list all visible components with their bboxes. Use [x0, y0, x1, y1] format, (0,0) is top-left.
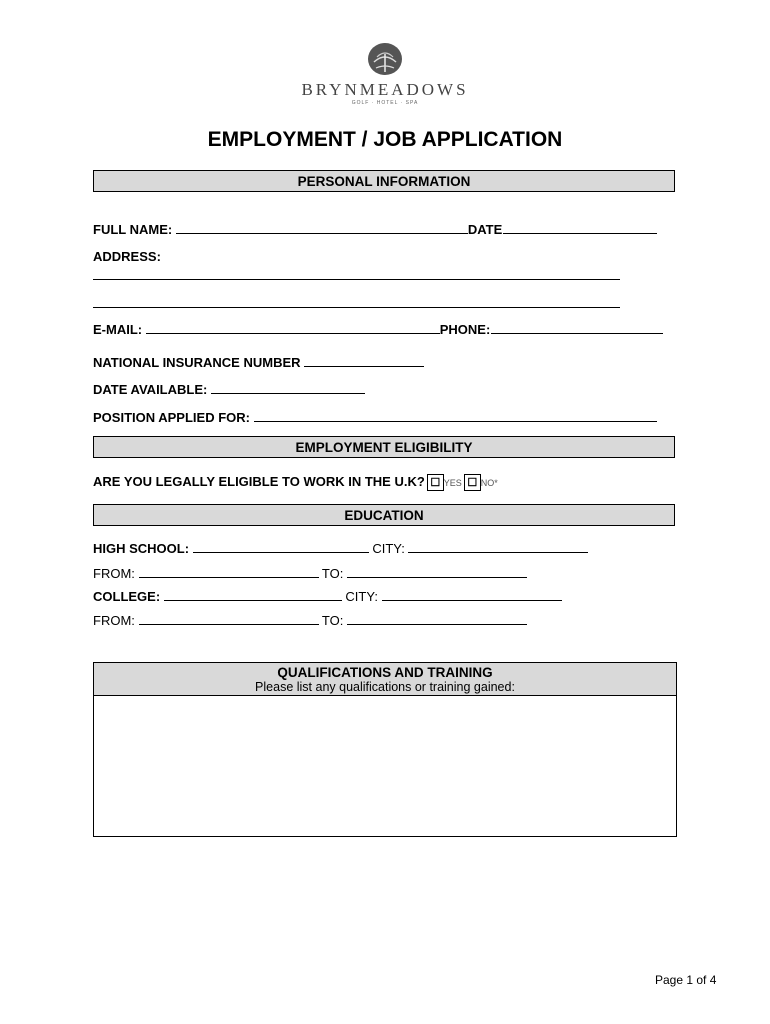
date-field[interactable]: [503, 221, 657, 234]
college-field[interactable]: [164, 588, 342, 601]
page-title: EMPLOYMENT / JOB APPLICATION: [207, 128, 563, 151]
position-row: [93, 409, 657, 425]
yes-checkbox[interactable]: ☐: [427, 474, 444, 491]
college-dates-row: [93, 612, 527, 628]
college-label: COLLEGE:: [93, 589, 161, 604]
high-school-label: HIGH SCHOOL:: [93, 541, 190, 556]
date-available-label: DATE AVAILABLE:: [93, 382, 208, 397]
email-label: E-MAIL:: [93, 322, 143, 337]
ni-row: [93, 354, 424, 370]
date-available-field[interactable]: [211, 381, 365, 394]
high-school-from-label: FROM:: [93, 566, 135, 581]
high-school-dates-row: [93, 565, 527, 581]
college-from-field[interactable]: [139, 612, 319, 625]
eligibility-row: [93, 474, 498, 491]
ni-field[interactable]: [304, 354, 424, 367]
college-row: [93, 588, 562, 604]
email-field[interactable]: [146, 321, 440, 334]
college-to-label: TO:: [321, 613, 344, 628]
tree-logo-icon: [366, 42, 404, 78]
high-school-to-field[interactable]: [347, 565, 527, 578]
college-to-field[interactable]: [347, 612, 527, 625]
college-city-label: CITY:: [345, 589, 378, 604]
employment-eligibility-header: EMPLOYMENT ELIGIBILITY: [93, 436, 675, 458]
no-checkbox[interactable]: ☐: [464, 474, 481, 491]
date-label: DATE: [467, 222, 503, 237]
yes-label: YES: [443, 478, 462, 488]
qualifications-textarea[interactable]: [94, 696, 676, 836]
brand-name: BRYNMEADOWS: [301, 80, 469, 99]
high-school-city-field[interactable]: [408, 540, 588, 553]
address-line-2[interactable]: [93, 307, 620, 308]
qualifications-header: [94, 663, 676, 696]
high-school-from-field[interactable]: [139, 565, 319, 578]
high-school-field[interactable]: [193, 540, 369, 553]
full-name-row: [93, 221, 657, 237]
college-from-label: FROM:: [93, 613, 135, 628]
date-available-row: [93, 381, 365, 397]
high-school-to-label: TO:: [321, 566, 344, 581]
qualifications-subtitle: Please list any qualifications or training gained:: [255, 680, 515, 694]
personal-information-header: PERSONAL INFORMATION: [93, 170, 675, 192]
qualifications-title: QUALIFICATIONS AND TRAINING: [277, 665, 493, 680]
high-school-row: [93, 540, 588, 556]
position-label: POSITION APPLIED FOR:: [93, 410, 250, 425]
ni-label: NATIONAL INSURANCE NUMBER: [93, 355, 301, 370]
no-label: NO*: [480, 478, 498, 488]
eligibility-question: ARE YOU LEGALLY ELIGIBLE TO WORK IN THE U.K?: [93, 474, 425, 489]
college-city-field[interactable]: [382, 588, 562, 601]
address-label: ADDRESS:: [93, 249, 161, 264]
phone-label: PHONE:: [439, 322, 491, 337]
phone-field[interactable]: [491, 321, 663, 334]
qualifications-box: [93, 662, 677, 837]
high-school-city-label: CITY:: [372, 541, 405, 556]
address-line-1[interactable]: [93, 279, 620, 280]
brand-tagline: GOLF · HOTEL · SPA: [351, 100, 419, 106]
position-field[interactable]: [254, 409, 657, 422]
company-logo: [285, 42, 485, 106]
email-phone-row: [93, 321, 663, 337]
page-number: Page 1 of 4: [655, 973, 717, 987]
education-header: EDUCATION: [93, 504, 675, 526]
full-name-field[interactable]: [176, 221, 468, 234]
full-name-label: FULL NAME:: [93, 222, 173, 237]
